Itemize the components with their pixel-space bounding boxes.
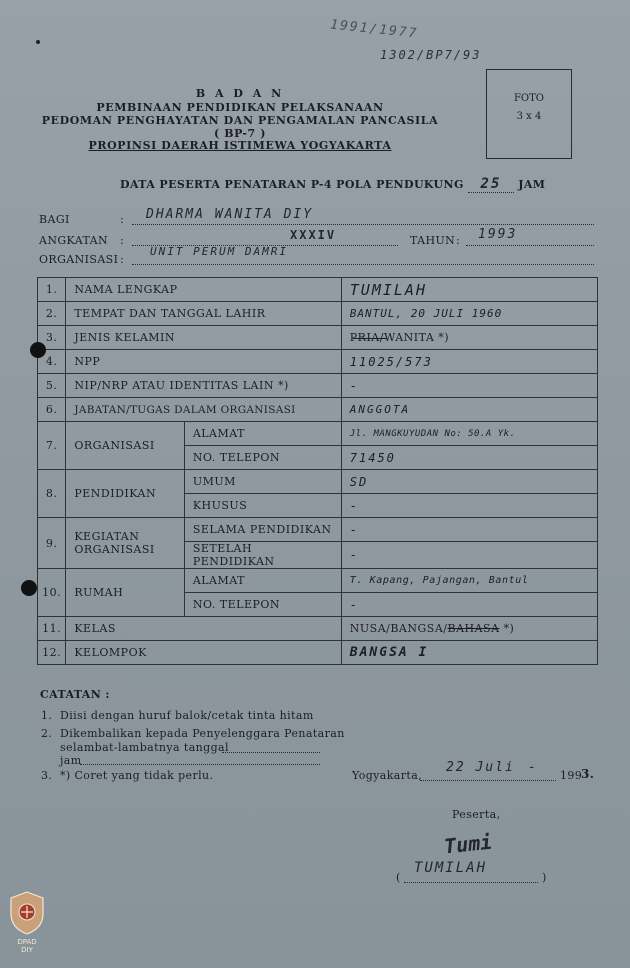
table-row [38,302,598,326]
header-line1: B A D A N [195,87,285,100]
row-label: KEGIATAN ORGANISASI [66,518,184,569]
header-line3: PEDOMAN PENGHAYATAN DAN PENGAMALAN PANCASILA [41,114,439,127]
row-label: KELOMPOK [66,641,341,665]
kelas-note: *) [499,622,515,635]
table-row [38,470,598,494]
sub-value: - [341,518,597,542]
pria-strike [353,338,387,339]
row-number: 12. [38,641,66,665]
table-row [38,374,598,398]
row-label: NPP [66,350,341,374]
tahun-colon: : [456,234,461,247]
archive-emblem-icon [8,890,46,936]
catatan-item2c: jam [60,754,82,767]
table-row [38,518,598,542]
catatan-n1: 1. [41,709,53,722]
punch-hole-bottom [21,580,37,596]
photo-box [486,69,572,159]
kelas-options: NUSA/BANGSA/ [349,622,448,635]
sign-place: Yogyakarta, [352,769,423,782]
row-number: 2. [38,302,66,326]
form-title-suffix: JAM [518,178,546,191]
row-value [341,617,597,641]
table-row [38,569,598,593]
bagi-colon: : [120,213,125,226]
row-value: - [341,374,597,398]
organisasi-value: UNIT PERUM DAMRI [150,245,288,258]
sign-date-line [420,780,556,781]
row-value: 11025/573 [341,350,597,374]
row-value: TUMILAH [341,278,597,302]
row-number: 6. [38,398,66,422]
signature: Tumi [442,829,494,859]
sub-value: 71450 [341,446,597,470]
organisasi-line [132,264,594,265]
participant-name: TUMILAH [414,860,488,876]
archive-code-ref: 1302/BP7/93 [380,48,482,62]
bagi-label: BAGI [39,213,70,226]
table-row [38,398,598,422]
punch-hole-top [30,342,46,358]
angkatan-colon: : [120,234,125,247]
table-row [38,422,598,446]
logo-text-2: DIY [21,946,33,954]
row-label: RUMAH [66,569,184,617]
sign-date: 22 Juli [446,760,515,775]
table-row [38,617,598,641]
archive-logo [8,890,46,960]
logo-text-1: DPAD [17,938,37,946]
sub-label: ALAMAT [184,422,341,446]
kelas-struck-option: BAHASA [447,622,500,635]
row-value: BANGSA I [341,641,597,665]
row-label: JABATAN/TUGAS DALAM ORGANISASI [66,398,341,422]
bagi-line [132,224,594,225]
sub-label: SETELAH PENDIDIKAN [184,542,341,569]
photo-size: 3 x 4 [516,111,542,122]
row-value: BANTUL, 20 JULI 1960 [341,302,597,326]
row-label: NAMA LENGKAP [66,278,341,302]
sub-label: KHUSUS [184,494,341,518]
row-number: 9. [38,518,66,569]
catatan-item2b: selambat-lambatnya tanggal [60,741,229,754]
row-label: JENIS KELAMIN [66,326,341,350]
organisasi-colon: : [120,253,125,266]
participant-data-table [37,277,598,665]
name-close-paren: ) [542,871,547,884]
catatan-n3: 3. [41,769,53,782]
form-title-prefix: DATA PESERTA PENATARAN P-4 POLA PENDUKUNG [120,178,464,191]
row-label: PENDIDIKAN [66,470,184,518]
sign-date-dash: - [528,760,538,775]
row-number: 11. [38,617,66,641]
row-number: 4. [38,350,66,374]
row-label: TEMPAT DAN TANGGAL LAHIR [66,302,341,326]
row-value: PRIA/WANITA *) [341,326,597,350]
name-open-paren: ( [396,871,401,884]
catatan-time-line [80,764,320,765]
catatan-date-line [222,752,320,753]
catatan-item2a: Dikembalikan kepada Penyelenggara Penataran [60,727,345,740]
table-row [38,350,598,374]
row-number: 3. [38,326,66,350]
organisasi-label: ORGANISASI [39,253,119,266]
row-number: 8. [38,470,66,518]
corner-mark [36,40,40,44]
header-line2: PEMBINAAN PENDIDIKAN PELAKSANAAN [96,101,384,114]
table-row [38,278,598,302]
header-line5: PROPINSI DAERAH ISTIMEWA YOGYAKARTA [88,139,392,152]
sub-label: NO. TELEPON [184,593,341,617]
row-label: NIP/NRP ATAU IDENTITAS LAIN *) [66,374,341,398]
form-title [120,176,545,193]
catatan-item3: *) Coret yang tidak perlu. [60,769,214,782]
row-label: ORGANISASI [66,422,184,470]
row-number: 5. [38,374,66,398]
sub-value: - [341,494,597,518]
sub-value: T. Kapang, Pajangan, Bantul [341,569,597,593]
table-row [38,326,598,350]
angkatan-label: ANGKATAN [39,234,108,247]
sub-value: - [341,593,597,617]
row-number: 7. [38,422,66,470]
sub-label: SELAMA PENDIDIKAN [184,518,341,542]
sub-value: Jl. MANGKUYUDAN No: 50.A Yk. [341,422,597,446]
table-row [38,641,598,665]
catatan-item1: Diisi dengan huruf balok/cetak tinta hitam [60,709,314,722]
row-number: 10. [38,569,66,617]
sub-value: - [341,542,597,569]
tahun-line [466,245,594,246]
sub-label: UMUM [184,470,341,494]
form-title-hours: 25 [480,176,502,192]
row-label: KELAS [66,617,341,641]
tahun-label: TAHUN [410,234,456,247]
header-line4: ( BP-7 ) [213,127,267,140]
row-value: ANGGOTA [341,398,597,422]
sign-year-prefix: 199 [560,769,583,782]
archive-code-top: 1991/1977 [329,17,419,42]
angkatan-value: XXXIV [290,228,337,242]
sign-year-digit: 3. [581,767,595,781]
name-line [404,882,538,883]
catatan-n2: 2. [41,727,53,740]
sub-label: ALAMAT [184,569,341,593]
peserta-label: Peserta, [452,808,501,821]
bagi-value: DHARMA WANITA DIY [146,207,314,222]
sub-value: SD [341,470,597,494]
row-number: 1. [38,278,66,302]
photo-label: FOTO [513,93,544,104]
catatan-title: CATATAN : [40,688,110,701]
sub-label: NO. TELEPON [184,446,341,470]
tahun-value: 1993 [478,227,518,242]
